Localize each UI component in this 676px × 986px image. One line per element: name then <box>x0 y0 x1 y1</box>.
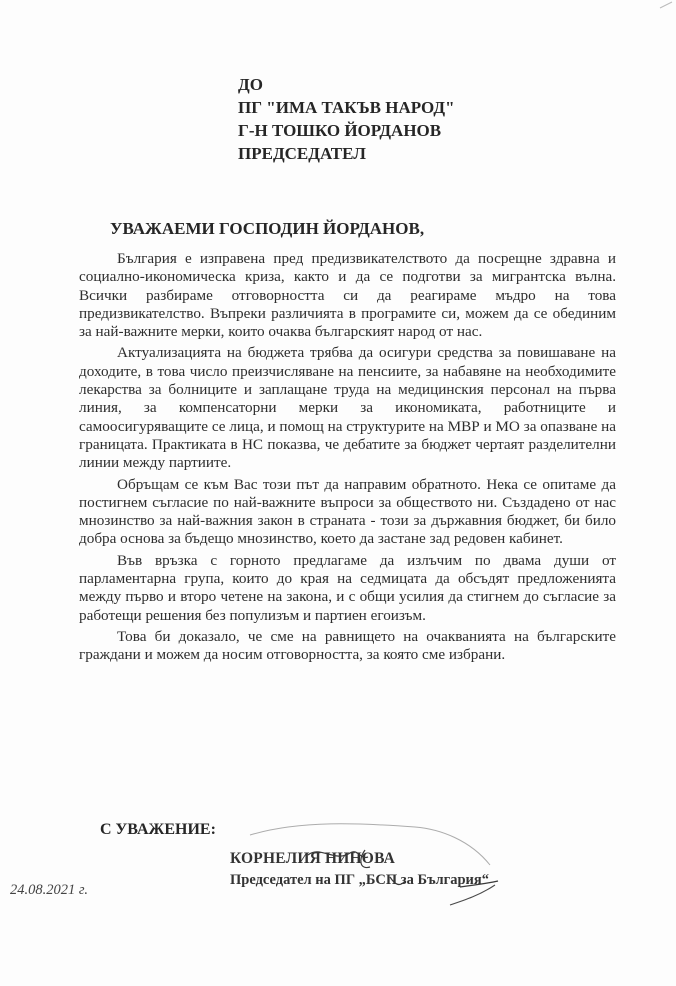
salutation: УВАЖАЕМИ ГОСПОДИН ЙОРДАНОВ, <box>110 219 425 238</box>
addressee-name: Г-Н ТОШКО ЙОРДАНОВ <box>238 121 442 140</box>
body-paragraph: Във връзка с горното предлагаме да излъчим по двама души от парламентарна група, които до края на седмицата да обсъдят предложенията между първо и второ четене на закона, и с общи усилия да стигнем до съгласие за работещи решения без популизъм и партиен егоизъм. <box>79 551 616 624</box>
addressee-position: ПРЕДСЕДАТЕЛ <box>238 144 366 163</box>
body-paragraph: България е изправена пред предизвикателството да посрещне здравна и социално-икономическа криза, както и да се подготви за мигрантска вълна. Всички разбираме отговорността си да реагираме мъдро на това предизвикателство. Въпреки различията в програмите си, можем да се обединим за най-важните мерки, които очаква българският народ от нас. <box>79 250 616 341</box>
addressee-group: ПГ "ИМА ТАКЪВ НАРОД" <box>238 98 455 117</box>
letter-body <box>79 250 616 665</box>
body-paragraph: Това би доказало, че сме на равнището на очакванията на българските граждани и можем да носим отговорността, за която сме избрани. <box>79 627 616 664</box>
letter-date: 24.08.2021 г. <box>10 882 88 898</box>
signatory-name: КОРНЕЛИЯ НИНОВА <box>230 850 396 867</box>
body-paragraph: Актуализацията на бюджета трябва да осигури средства за повишаване на доходите, в това число преизчисляване на пенсиите, за набавяне на необходимите лекарства за болниците и заплащане труда на медицинския персонал на първа линия, за компенсаторни мерки за икономиката, работниците и самоосигуряващите се лица, и помощ на структурите на МВР и МО за опазване на границата. Практиката в НС показва, че дебатите за бюджет чертаят разделителни линии между партиите. <box>79 344 616 472</box>
signatory-title: Председател на ПГ „БСП за България“ <box>230 872 490 888</box>
scan-artifact-mark <box>656 0 676 10</box>
addressee-block <box>238 73 455 165</box>
closing-phrase: С УВАЖЕНИЕ: <box>100 821 216 838</box>
addressee-to: ДО <box>238 75 263 94</box>
handwritten-signature <box>240 815 500 925</box>
body-paragraph: Обръщам се към Вас този път да направим обратното. Нека се опитаме да постигнем съгласие по най-важните въпроси за обществото ни. Създадено от нас мнозинство за най-важния закон в страната - този за държавния бюджет, би било добра основа за бъдещо мнозинство, което да застане зад редовен кабинет. <box>79 475 616 548</box>
